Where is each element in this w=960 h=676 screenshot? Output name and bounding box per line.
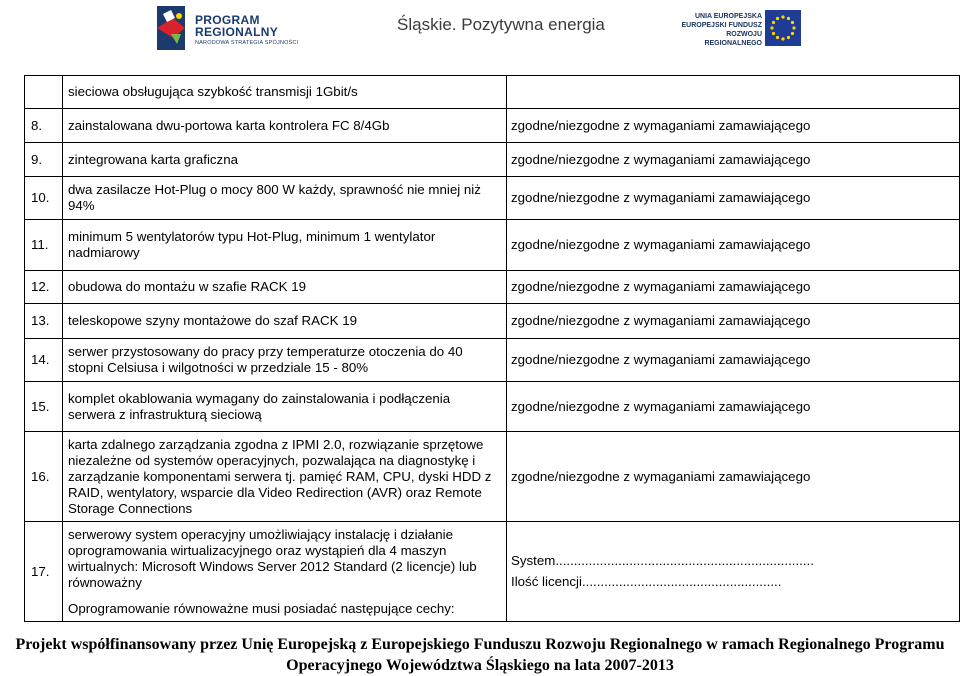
row-number: 17. <box>25 522 63 622</box>
row-number: 14. <box>25 339 63 382</box>
table-row <box>25 522 960 622</box>
eu-logo-line1: UNIA EUROPEJSKA <box>694 13 762 20</box>
row-description: zainstalowana dwu-portowa karta kontrolera FC 8/4Gb <box>63 109 507 143</box>
footer <box>0 634 960 676</box>
row-description: minimum 5 wentylatorów typu Hot-Plug, minimum 1 wentylator nadmiarowy <box>63 220 507 271</box>
eu-logo-line2: EUROPEJSKI FUNDUSZ <box>681 22 762 29</box>
row-requirement: zgodne/niezgodne z wymaganiami zamawiającego <box>507 177 960 220</box>
row-number: 8. <box>25 109 63 143</box>
footer-line2: Operacyjnego Województwa Śląskiego na lata 2007-2013 <box>286 657 674 674</box>
row-description: obudowa do montażu w szafie RACK 19 <box>63 271 507 304</box>
eu-flag-icon <box>765 10 801 46</box>
row-requirement: zgodne/niezgodne z wymaganiami zamawiającego <box>507 432 960 522</box>
row-requirement: zgodne/niezgodne z wymaganiami zamawiającego <box>507 271 960 304</box>
system-field: System...................................................................... <box>511 553 814 568</box>
program-logo-line3: NARODOWA STRATEGIA SPÓJNOŚCI <box>195 40 299 46</box>
row-number <box>25 76 63 109</box>
specification-table <box>24 75 960 622</box>
row-description: dwa zasilacze Hot-Plug o mocy 800 W każdy, sprawność nie mniej niż 94% <box>63 177 507 220</box>
row-description-main: serwerowy system operacyjny umożliwiający instalację i działanie oprogramowania wirtualizacyjnego oraz wystąpień dla 4 maszyn wirtualnych: Microsoft Windows Server 2012 Standard (2 licencje) lub równoważny <box>68 526 477 590</box>
eu-logo-text <box>668 12 762 48</box>
row-description: zintegrowana karta graficzna <box>63 143 507 177</box>
program-logo-line2: REGIONALNY <box>195 25 279 39</box>
row-description: serwer przystosowany do pracy przy temperaturze otoczenia do 40 stopni Celsiusa i wilgotności w przedziale 15 - 80% <box>63 339 507 382</box>
table-row <box>25 143 960 177</box>
row-requirement <box>507 522 960 622</box>
row-requirement <box>507 76 960 109</box>
row-number: 10. <box>25 177 63 220</box>
row-description <box>63 522 507 622</box>
row-description-note: Oprogramowanie równoważne musi posiadać następujące cechy: <box>68 600 455 616</box>
row-number: 15. <box>25 382 63 432</box>
table-row <box>25 382 960 432</box>
table-row <box>25 339 960 382</box>
table-row <box>25 432 960 522</box>
row-requirement: zgodne/niezgodne z wymaganiami zamawiającego <box>507 339 960 382</box>
footer-line1: Projekt współfinansowany przez Unię Europejską z Europejskiego Funduszu Rozwoju Regionalnego w ramach Regionalnego Programu <box>15 636 945 653</box>
table-row <box>25 304 960 339</box>
row-requirement: zgodne/niezgodne z wymaganiami zamawiającego <box>507 304 960 339</box>
table-row <box>25 271 960 304</box>
row-number: 12. <box>25 271 63 304</box>
row-requirement: zgodne/niezgodne z wymaganiami zamawiającego <box>507 382 960 432</box>
row-number: 9. <box>25 143 63 177</box>
program-logo-line1: PROGRAM <box>195 13 260 27</box>
row-description: teleskopowe szyny montażowe do szaf RACK 19 <box>63 304 507 339</box>
table-row <box>25 109 960 143</box>
row-requirement: zgodne/niezgodne z wymaganiami zamawiającego <box>507 220 960 271</box>
program-regionalny-logo <box>153 4 299 59</box>
program-regionalny-emblem-icon <box>153 4 193 54</box>
row-requirement: zgodne/niezgodne z wymaganiami zamawiającego <box>507 109 960 143</box>
slaskie-logo-text: Śląskie. Pozytywna energia <box>397 15 605 34</box>
table-row <box>25 177 960 220</box>
table-row <box>25 76 960 109</box>
table-row <box>25 220 960 271</box>
header-logos <box>0 0 960 64</box>
row-number: 11. <box>25 220 63 271</box>
row-number: 13. <box>25 304 63 339</box>
row-description: sieciowa obsługująca szybkość transmisji 1Gbit/s <box>63 76 507 109</box>
license-count-field: Ilość licencji...................................................... <box>511 574 782 589</box>
row-number: 16. <box>25 432 63 522</box>
eu-logo-line3: ROZWOJU REGIONALNEGO <box>704 31 762 47</box>
row-description: karta zdalnego zarządzania zgodna z IPMI 2.0, rozwiązanie sprzętowe niezależne od systemów operacyjnych, pozwalająca na diagnostykę i zarządzanie komponentami serwera tj. pamięć RAM, CPU, dyski HDD z RAID, wentylatory, wsparcie dla Video Redirection (AVR) oraz Remote Storage Connections <box>63 432 507 522</box>
row-requirement: zgodne/niezgodne z wymaganiami zamawiającego <box>507 143 960 177</box>
row-description: komplet okablowania wymagany do zainstalowania i podłączenia serwera z infrastrukturą sieciową <box>63 382 507 432</box>
